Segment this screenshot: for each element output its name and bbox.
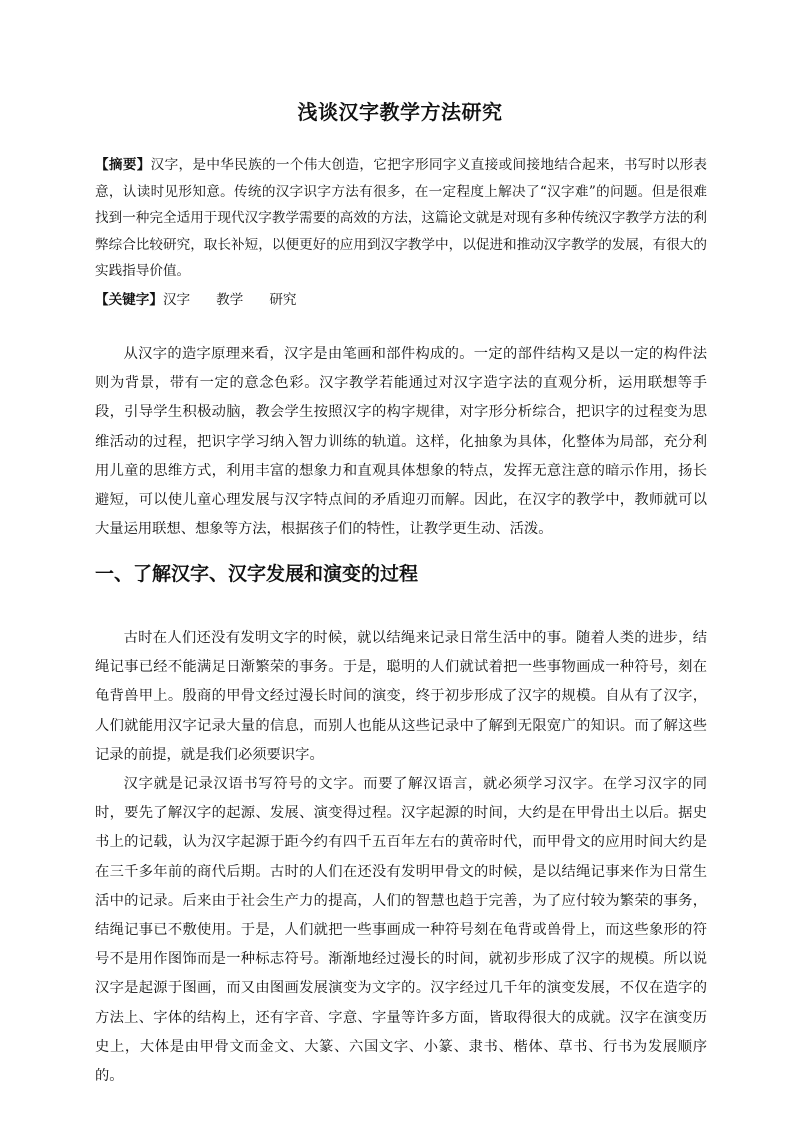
- abstract-text: 汉字，是中华民族的一个伟大创造，它把字形同字义直接或间接地结合起来，书写时以形表意，认读时见形知意。传统的汉字识字方法有很多，在一定程度上解决了“汉字难”的问题。但是很难找到一种完全适用于现代汉字教学需要的高效的方法，这篇论文就是对现有多种传统汉字教学方法的利弊综合比较研究，取长补短，以便更好的应用到汉字教学中，以促进和推动汉字教学的发展，有很大的实践指导价值。: [95, 157, 708, 279]
- section-heading: 一、了解汉字、汉字发展和演变的过程: [95, 563, 419, 585]
- intro-paragraph: 从汉字的造字原理来看，汉字是由笔画和部件构成的。一定的部件结构又是以一定的构件法则为背景，带有一定的意念色彩。汉字教学若能通过对汉字造字法的直观分析，运用联想等手段，引导学生积极动脑，教会学生按照汉字的构字规律，对字形分析综合，把识字的过程变为思维活动的过程，把识字学习纳入智力训练的轨道。这样，化抽象为具体，化整体为局部，充分利用儿童的思维方式，利用丰富的想象力和直观具体想象的特点，发挥无意注意的暗示作用，扬长避短，可以使儿童心理发展与汉字特点间的矛盾迎刃而解。因此，在汉字的教学中，教师就可以大量运用联想、想象等方法，根据孩子们的特性，让教学更生动、活泼。: [95, 346, 707, 538]
- paper-title: 浅谈汉字教学方法研究: [297, 100, 503, 124]
- abstract-block: [95, 152, 707, 285]
- body-paragraph: 古时在人们还没有发明文字的时候，就以结绳来记录日常生活中的事。随着人类的进步，结绳记事已经不能满足日渐繁荣的事务。于是，聪明的人们就试着把一些事物画成一种符号，刻在龟背兽甲上。殷商的甲骨文经过漫长时间的演变，终于初步形成了汉字的规模。自从有了汉字，人们就能用汉字记录大量的信息，而别人也能从这些记录中了解到无限宽广的知识。而了解这些记录的前提，就是我们必须要识字。: [95, 630, 707, 763]
- keyword-item: 教学: [216, 292, 244, 308]
- keywords-line: [95, 288, 323, 312]
- keywords-label: 【关键字】: [95, 292, 163, 308]
- body-paragraph: 汉字就是记录汉语书写符号的文字。而要了解汉语言，就必须学习汉字。在学习汉字的同时，要先了解汉字的起源、发展、演变得过程。汉字起源的时间，大约是在甲骨出土以后。据史书上的记载，认为汉字起源于距今约有四千五百年左右的黄帝时代，而甲骨文的应用时间大约是在三千多年前的商代后期。古时的人们在还没有发明甲骨文的时候，是以结绳记事来作为日常生活中的记录。后来由于社会生产力的提高，人们的智慧也趋于完善，为了应付较为繁荣的事务，结绳记事已不敷使用。于是，人们就把一些事画成一种符号刻在龟背或兽骨上，而这些象形的符号不是用作图饰而是一种标志符号。渐渐地经过漫长的时间，就初步形成了汉字的规模。所以说汉字是起源于图画，而又由图画发展演变为文字的。汉字经过几千年的演变发展，不仅在造字的方法上、字体的结构上，还有字音、字意、字量等许多方面，皆取得很大的成就。汉字在演变历史上，大体是由甲骨文而金文、大篆、六国文字、小篆、隶书、楷体、草书、行书为发展顺序的。: [95, 776, 707, 1085]
- keyword-item: 汉字: [162, 292, 191, 308]
- keyword-item: 研究: [269, 292, 297, 308]
- intro-block: [95, 340, 707, 544]
- section-body: [95, 624, 707, 1091]
- abstract-label: 【摘要】: [95, 157, 151, 173]
